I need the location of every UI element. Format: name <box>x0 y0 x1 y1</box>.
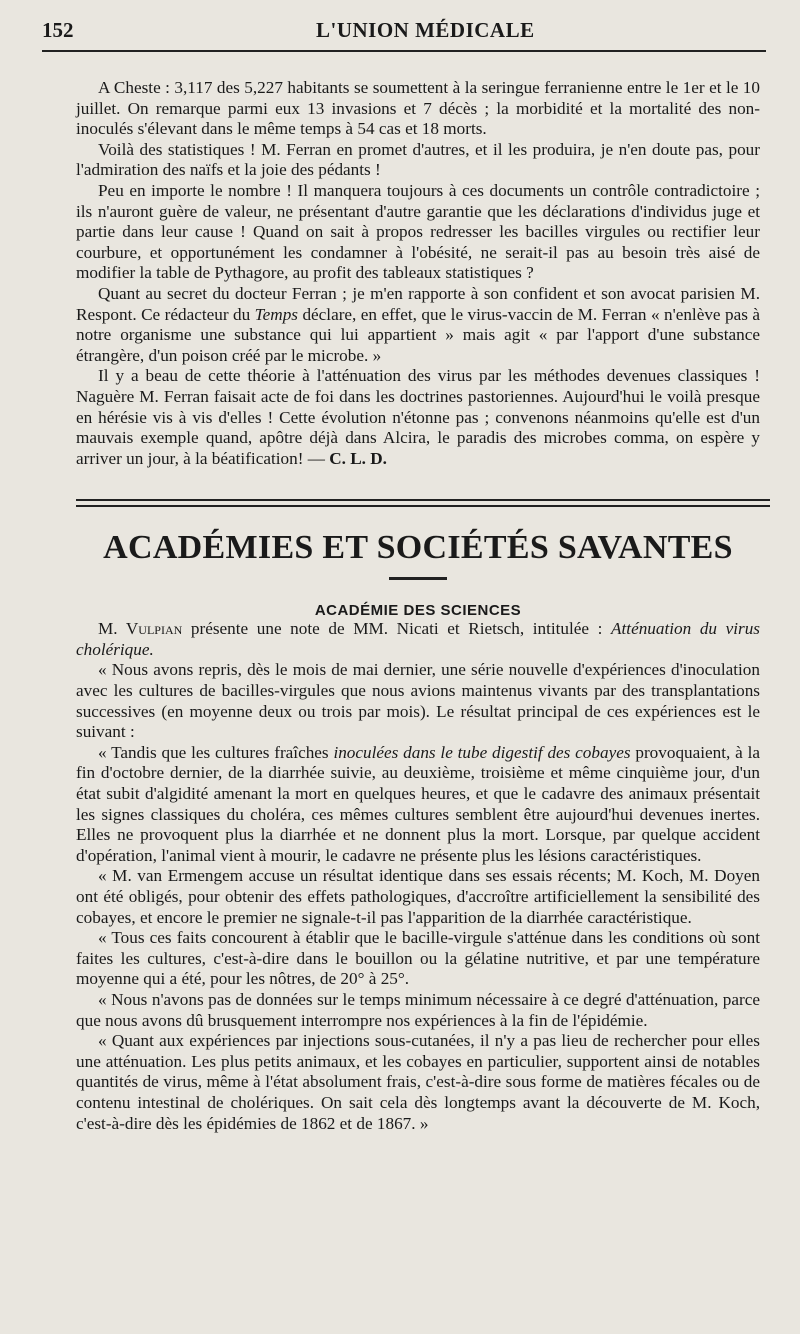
academy-report <box>76 619 760 1134</box>
title-rule <box>389 577 447 580</box>
paragraph: « Nous n'avons pas de données sur le temps minimum nécessaire à ce degré d'atténuation, parce que nous avons dû brusquement interrompre nos expériences à la fin de l'épidémie. <box>76 989 760 1030</box>
page-header <box>42 14 760 44</box>
paragraph: « Tous ces faits concourent à établir que le bacille-virgule s'atténue dans les conditions où sont faites les cultures, c'est-à-dire dans le bouillon ou la gélatine nutritive, et par une température moyenne qui a été, pour les nôtres, de 20° à 25°. <box>76 928 760 989</box>
presenter-name: M. Vulpian <box>98 619 183 639</box>
paragraph: Peu en importe le nombre ! Il manquera toujours à ces documents un contrôle contradictoire ; ils n'auront guère de valeur, ne présentant d'autre garantie que les déclarations d'individus juge et partie dans leur cause ! Quand on sait à propos redresser les bacilles virgules ou rectifier leur courbure, et opportunément les condamner à l'obésité, ne serait-il pas au besoin très aisé de modifier la table de Pythagore, au profit des tableaux statistiques ? <box>76 180 760 283</box>
intro-paragraph <box>76 619 760 660</box>
section-divider <box>76 499 770 507</box>
page-number: 152 <box>42 18 74 42</box>
author-signature: C. L. D. <box>329 448 387 468</box>
paragraph: Voilà des statistiques ! M. Ferran en promet d'autres, et il les produira, je n'en doute pas, pour l'admiration des naïfs et la joie des pédants ! <box>76 139 760 180</box>
header-rule <box>42 50 766 52</box>
subsection-title: ACADÉMIE DES SCIENCES <box>314 602 522 620</box>
newspaper-title: Temps <box>254 304 298 324</box>
article-body <box>76 78 760 469</box>
paragraph: « Quant aux expériences par injections sous-cutanées, il n'y a pas lieu de rechercher pour elles une atténuation. Les plus petits animaux, et les cobayes en particulier, supportent ainsi de notables quantités de virus, même à l'état absolument frais, c'est-à-dire sous forme de matières fécales ou de contenu intestinal de cholériques. On sait cela dès longtemps avant la découverte de M. Koch, c'est-à-dire dès les épidémies de 1862 et de 1867. » <box>76 1031 760 1133</box>
paragraph-text: provoquaient, à la fin d'octobre dernier, de la diarrhée suivie, au deuxième, troisième et même cinquième jour, d'un état subit d'algidité amenant la mort en quelques heures, et que le cadavre des animaux présentait les signes classiques du choléra, ces mêmes cultures semblent être aujourd'hui devenues inertes. Elles ne provoquent plus la diarrhée et ne donnent plus la mort. Lorsque, par quelque accident d'opération, l'animal vient à mourir, le cadavre ne présente plus les lésions caractéristiques. <box>76 742 760 865</box>
paragraph-text: Il y a beau de cette théorie à l'atténuation des virus par les méthodes devenues classiques ! Naguère M. Ferran faisait acte de foi dans les doctrines pastoriennes. Aujourd'hui le voilà presque en hérésie vis à vis d'elles ! Cette évolution n'étonne pas ; convenons néanmoins qu'elle est d'un mauvais exemple quand, apôtre déjà dans Alcira, le paradis des microbes comma, on espère y arriver un jour, à la béatification! — <box>76 366 760 468</box>
note-title: Atténuation du virus cholérique. <box>76 619 760 659</box>
running-title: L'UNION MÉDICALE <box>316 18 535 42</box>
paragraph: « M. van Ermengem accuse un résultat identique dans ses essais récents; M. Koch, M. Doyen ont été obligés, pour obtenir des effets pathologiques, d'accroître artificiellement la sensibilité des cobayes, et encore le premier ne signale-t-il pas l'apparition de la diarrhée caractéristique. <box>76 866 760 927</box>
paragraph-text: déclare, en effet, que le virus-vaccin de M. Ferran « n'enlève pas à notre organisme une substance qui lui appartient » mais agit « par l'apport d'une substance étrangère, d'un poison créé par le microbe. » <box>76 304 761 365</box>
paragraph: A Cheste : 3,117 des 5,227 habitants se soumettent à la seringue ferranienne entre le 1er et le 10 juillet. On remarque parmi eux 13 invasions et 7 décès ; la morbidité et la mortalité des non-inoculés s'élevant dans le même temps à 54 cas et 18 morts. <box>76 78 760 139</box>
paragraph-text: « Tandis que les cultures fraîches <box>98 742 334 762</box>
paragraph-text: Quant au secret du docteur Ferran ; je m'en rapporte à son confident et son avocat parisien M. Respont. Ce rédacteur du <box>76 283 760 324</box>
paragraph: « Nous avons repris, dès le mois de mai dernier, une série nouvelle d'expériences d'inoculation avec les cultures de bacilles-virgules que nous avions maintenus vivants par des transplantations successives (en moyenne deux ou trois par mois). Le résultat principal de ces expériences est le suivant : <box>76 660 760 742</box>
section-title: ACADÉMIES ET SOCIÉTÉS SAVANTES <box>103 529 733 567</box>
paragraph <box>76 366 760 469</box>
paragraph-text: présente une note de MM. Nicati et Rietsch, intitulée : <box>182 619 612 639</box>
paragraph <box>76 743 760 867</box>
paragraph <box>76 284 760 366</box>
emphasis: inoculées dans le tube digestif des cobayes <box>333 742 631 762</box>
